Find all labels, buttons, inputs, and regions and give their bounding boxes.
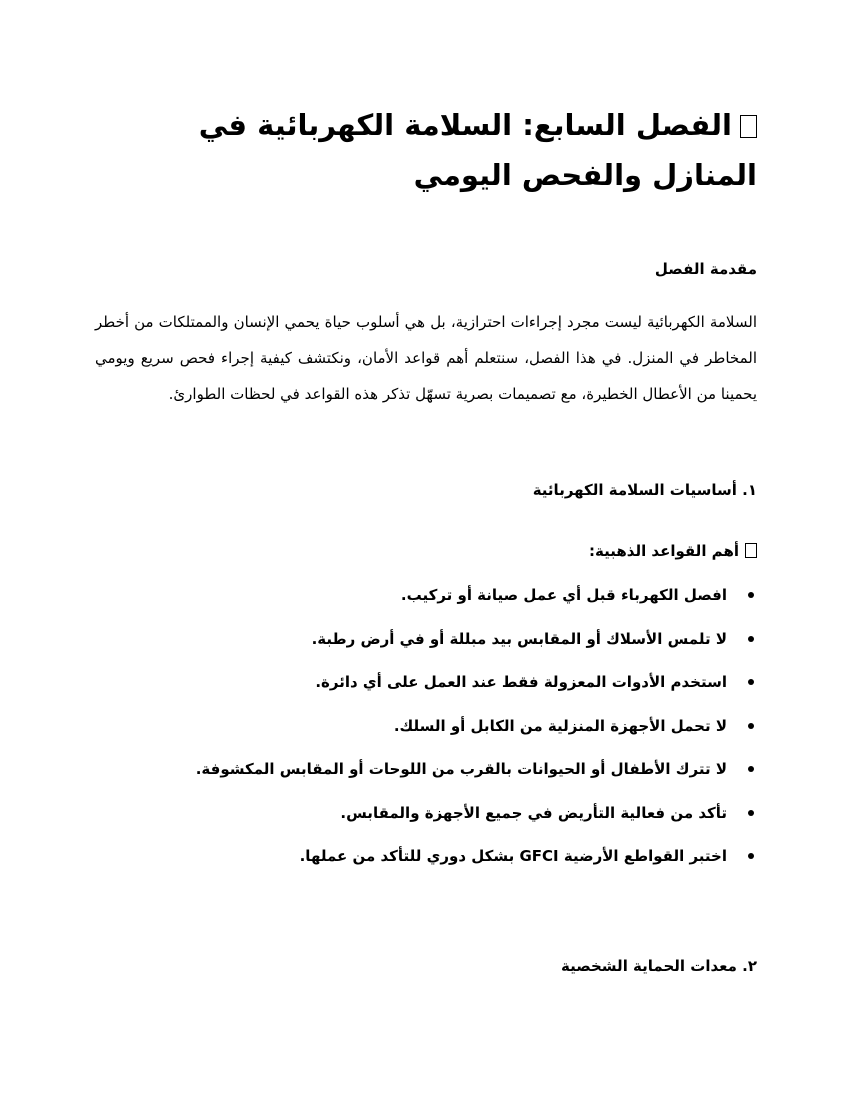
missing-glyph-icon: [745, 543, 757, 558]
golden-rules-heading: [589, 542, 757, 560]
list-item: [95, 715, 757, 759]
list-item: [95, 845, 757, 889]
rule-text: لا تلمس الأسلاك أو المقابس بيد مبللة أو في أرض رطبة.: [311, 629, 727, 648]
bullet-icon: [748, 723, 754, 729]
golden-rules-heading-text: أهم القواعد الذهبية:: [589, 542, 739, 560]
rule-text: افصل الكهرباء قبل أي عمل صيانة أو تركيب.: [400, 586, 727, 604]
rule-text: اختبر القواطع الأرضية GFCI بشكل دوري للتأكد من عملها.: [299, 847, 727, 865]
list-item: [95, 671, 757, 715]
intro-heading: مقدمة الفصل: [654, 260, 757, 278]
list-item: [95, 758, 757, 802]
golden-rules-list: [95, 584, 757, 889]
section-1-heading: ١. أساسيات السلامة الكهربائية: [532, 481, 757, 499]
bullet-icon: [748, 853, 754, 859]
rule-text: استخدم الأدوات المعزولة فقط عند العمل على أي دائرة.: [315, 673, 727, 691]
rule-text: لا تترك الأطفال أو الحيوانات بالقرب من اللوحات أو المقابس المكشوفة.: [195, 760, 727, 778]
rule-text: لا تحمل الأجهزة المنزلية من الكابل أو السلك.: [393, 716, 727, 735]
chapter-title-text: الفصل السابع: السلامة الكهربائية في المنازل والفحص اليومي: [198, 108, 757, 192]
intro-paragraph: السلامة الكهربائية ليست مجرد إجراءات احترازية، بل هي أسلوب حياة يحمي الإنسان والممتلكات من أخطر المخاطر في المنزل. في هذا الفصل، سنتعلم أهم قواعد الأمان، ونكتشف كيفية إجراء فحص سريع ويومي يحمينا من الأعطال الخطيرة، مع تصميمات بصرية تسهّل تذكر هذه القواعد في لحظات الطوارئ.: [95, 313, 757, 403]
list-item: [95, 628, 757, 672]
chapter-title: [95, 100, 757, 200]
list-item: [95, 802, 757, 846]
bullet-icon: [748, 636, 754, 642]
bullet-icon: [748, 766, 754, 772]
missing-glyph-icon: [740, 115, 757, 138]
list-item: [95, 584, 757, 628]
section-2-heading: ٢. معدات الحماية الشخصية: [560, 957, 757, 975]
bullet-icon: [748, 592, 754, 598]
rule-text: تأكد من فعالية التأريض في جميع الأجهزة والمقابس.: [340, 803, 727, 822]
document-content: [95, 100, 757, 975]
bullet-icon: [748, 679, 754, 685]
bullet-icon: [748, 810, 754, 816]
